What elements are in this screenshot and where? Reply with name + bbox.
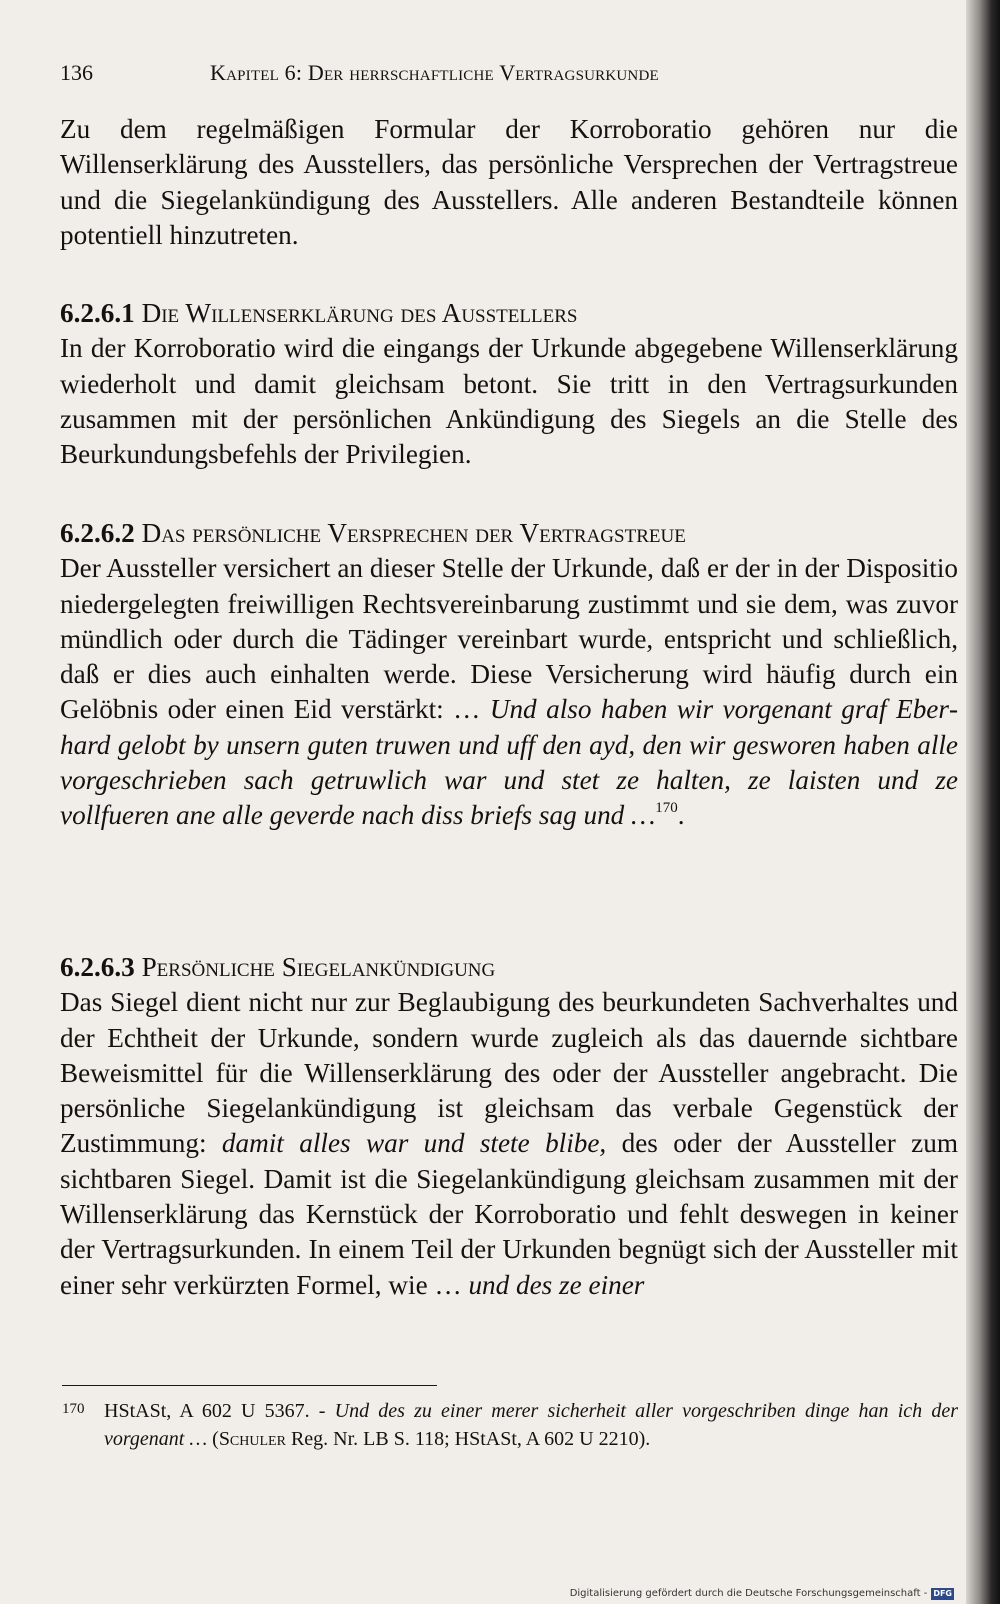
- intro-text: Zu dem regelmäßigen Formular der Korroboratio gehören nur die Willenserklärung des Ausstellers, das persönliche Versprechen der Vertragstreue und die Siegelankündigung des Ausstellers. Alle anderen Bestandteile können potentiell hinzutreten.: [60, 114, 958, 250]
- source-quote: und des ze einer: [468, 1269, 645, 1300]
- section-heading: [60, 516, 958, 551]
- book-gutter-shadow: [966, 0, 1000, 1604]
- section-heading: [60, 950, 958, 985]
- footnote-divider: [62, 1385, 437, 1386]
- section-6-2-6-2: [60, 516, 958, 834]
- footnote-paren: (: [207, 1428, 219, 1450]
- intro-paragraph: [60, 112, 958, 253]
- section-6-2-6-3: [60, 950, 958, 1303]
- section-number: 6.2.6.3: [60, 952, 135, 982]
- section-number: 6.2.6.2: [60, 518, 135, 548]
- digitization-credit: [570, 1588, 954, 1600]
- page-number: 136: [60, 60, 93, 85]
- section-heading: [60, 296, 958, 331]
- footnote-source: HStASt, A 602 U 5367. -: [104, 1400, 335, 1422]
- section-number: 6.2.6.1: [60, 298, 135, 328]
- chapter-title: Kapitel 6: Der herrschaftliche Vertragsurkunde: [210, 60, 659, 85]
- section-text: Der Aussteller versichert an dieser Stelle der Urkunde, daß er der in der Dispositio niedergelegten freiwilligen Rechtsvereinbarung zustimmt und sie dem, was zuvor mündlich oder durch die Tädinger vereinbart wurde, entspricht und schließlich, daß er dies auch einhalten werde. Diese Versicherung wird häufig durch ein Gelöbnis oder einen Eid verstärkt: …: [60, 553, 958, 725]
- section-text: In der Korroboratio wird die eingangs der Urkunde abgegebene Willenserklärung wiederholt und damit gleichsam betont. Sie tritt in den Vertragsurkunden zusammen mit der persönlichen Ankündigung des Siegels an die Stelle des Beurkundungsbefehls der Privilegien.: [60, 333, 958, 470]
- section-text: Das Siegel dient nicht nur zur Beglaubigung des beurkundeten Sachverhaltes und der Echtheit der Urkunde, sondern wurde zugleich als das dauernde sichtbare Beweismittel für die Willenserklärung des oder der Aussteller angebracht. Die persönliche Siegelankündigung ist gleichsam das verbale Gegenstück der Zustimmung:: [60, 987, 958, 1159]
- section-text: des oder der Aussteller zum sichtbaren Siegel. Damit ist die Siegelankündigung gleichsam zusammen mit der Willenserklärung das Kernstück der Korroboratio und fehlt deswegen in keiner der Vertragsurkunden. In einem Teil der Urkunden begnügt sich der Aussteller mit einer sehr verkürzten Formel, wie …: [60, 1128, 958, 1300]
- source-quote: damit alles war und stete blibe,: [221, 1128, 607, 1159]
- source-quote: Und also haben wir vorgenant graf Eberhard gelobt by unsern guten truwen und uff den ayd, den wir gesworen haben alle vorgeschrieben sach getruwlich war und stet ze halten, ze laisten und ze vollfueren ane alle geverde nach diss briefs sag und …: [60, 694, 958, 831]
- section-paragraph: [60, 985, 958, 1303]
- footnote-number: 170: [62, 1401, 85, 1417]
- footnote-author: Schuler: [218, 1428, 286, 1450]
- running-head: [60, 56, 812, 90]
- quote-end-punctuation: .: [677, 800, 685, 831]
- footnote-text: [104, 1397, 958, 1453]
- section-title: Persönliche Siegelankündigung: [141, 952, 496, 982]
- footnote-quote: Und des zu einer merer sicherheit aller vorgeschriben dinge han ich der vorgenant …: [104, 1400, 958, 1450]
- section-title: Die Willenserklärung des Ausstellers: [141, 298, 578, 328]
- footnote-reference-text: Reg. Nr. LB S. 118; HStASt, A 602 U 2210).: [285, 1428, 651, 1450]
- section-paragraph: [60, 551, 958, 833]
- footnote: [62, 1397, 958, 1453]
- dfg-logo: DFG: [933, 1589, 952, 1598]
- footnote-reference[interactable]: 170: [655, 800, 678, 817]
- section-title: Das persönliche Versprechen der Vertragstreue: [141, 518, 686, 548]
- section-6-2-6-1: [60, 296, 958, 472]
- credit-text: Digitalisierung gefördert durch die Deutsche Forschungsgemeinschaft -: [569, 1588, 928, 1599]
